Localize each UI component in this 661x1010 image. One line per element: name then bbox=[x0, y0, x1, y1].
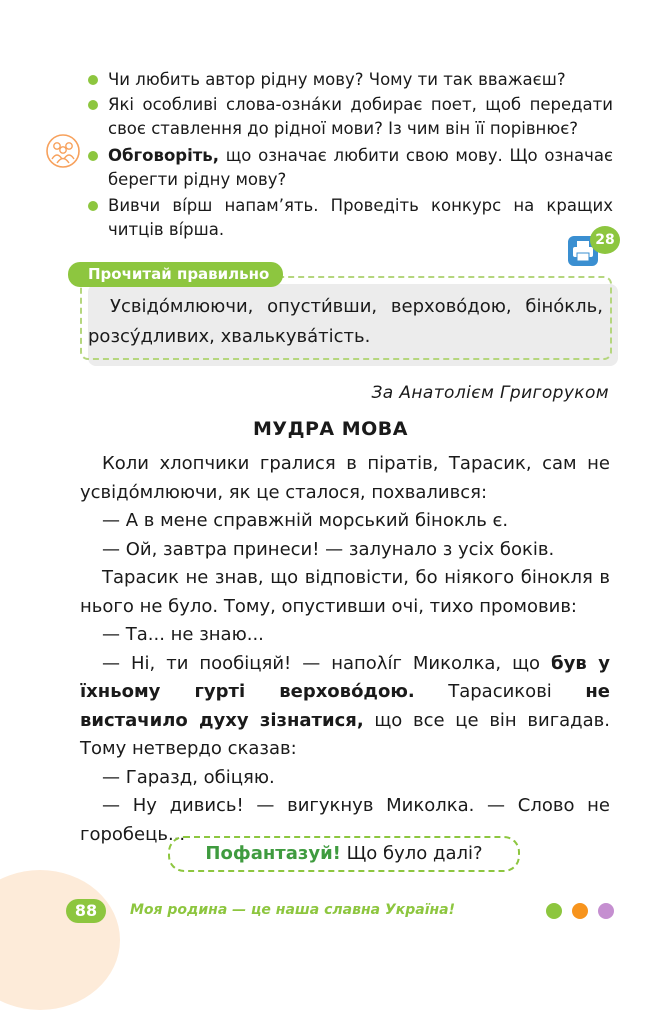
task-number-badge: 28 bbox=[590, 226, 620, 254]
green-dot-icon bbox=[546, 903, 562, 919]
question-text: що означає любити свою мову. Що означає берегти рідну мову? bbox=[108, 146, 613, 189]
story-paragraph: — Ну дивись! — вигукнув Миколка. — Слово не горобець... bbox=[80, 795, 610, 845]
question-2 bbox=[108, 93, 613, 141]
bullet-icon bbox=[88, 100, 98, 110]
story-bold-part: не вистачило духу зізнатися, bbox=[80, 681, 611, 731]
bullet-icon bbox=[88, 151, 98, 161]
fantasize-text: Що було далі? bbox=[340, 843, 483, 864]
question-1 bbox=[108, 68, 613, 92]
story-paragraph: — Та... не знаю... bbox=[102, 624, 264, 645]
question-text: Вивчи ві́рш напам’ять. Проведіть конкурс на кращих читців ві́рша. bbox=[108, 196, 613, 239]
orange-dot-icon bbox=[572, 903, 588, 919]
question-text: Які особливі слова-озна́ки добирає поет, щоб передати своє ставлення до рідної мови? Із чим він її порівнює? bbox=[108, 95, 613, 138]
story-paragraph: Коли хлопчики гралися в піратів, Тарасик, сам не усвідо́млюючи, як це сталося, похвалився: bbox=[80, 453, 610, 503]
story-paragraph: — А в мене справжній морський бінокль є. bbox=[102, 510, 509, 531]
story-paragraph: Тарасик не знав, що відповісти, бо ніякого бінокля в нього не було. Тому, опустивши очі, тихо промовив: bbox=[80, 567, 610, 617]
story-title: МУДРА МОВА bbox=[253, 418, 408, 440]
story-text bbox=[80, 450, 610, 849]
question-text: Чи любить автор рідну мову? Чому ти так вважаєш? bbox=[108, 70, 566, 89]
read-correctly-text: Усвідо́млюючи, опусти́вши, верхово́дою, біно́кль, розсу́дливих, хвалькува́тість. bbox=[88, 296, 603, 347]
question-3 bbox=[108, 144, 613, 192]
read-correctly-label: Прочитай правильно bbox=[68, 262, 283, 287]
page-corner-decoration bbox=[0, 870, 120, 1010]
story-paragraph: — Ой, завтра принеси! — залунало з усіх боків. bbox=[102, 538, 555, 560]
group-work-icon bbox=[46, 134, 80, 168]
story-text-part: Тарасикові bbox=[414, 681, 586, 702]
page-number: 88 bbox=[66, 899, 106, 923]
author: За Анатолієм Григоруком bbox=[371, 383, 609, 403]
chapter-title: Моя родина — це наша славна Україна! bbox=[130, 902, 456, 918]
story-paragraph: — Гаразд, обіцяю. bbox=[102, 766, 275, 788]
discuss-bold: Обговоріть, bbox=[108, 146, 220, 165]
fantasize-bold: Пофантазуй! bbox=[205, 843, 341, 864]
story-text-part: що все це він вигадав. Тому нетвердо сказав: bbox=[80, 709, 610, 759]
story-bold-part: був у їхньому гурті верхово́дою. bbox=[80, 652, 610, 702]
purple-dot-icon bbox=[598, 903, 614, 919]
story-text-part: — Ні, ти пообіцяй! — напολі́г Миколка, що bbox=[102, 652, 552, 674]
fantasize-box bbox=[168, 836, 520, 872]
bullet-icon bbox=[88, 201, 98, 211]
question-4 bbox=[108, 194, 613, 242]
bullet-icon bbox=[88, 75, 98, 85]
story-paragraph bbox=[80, 650, 610, 764]
